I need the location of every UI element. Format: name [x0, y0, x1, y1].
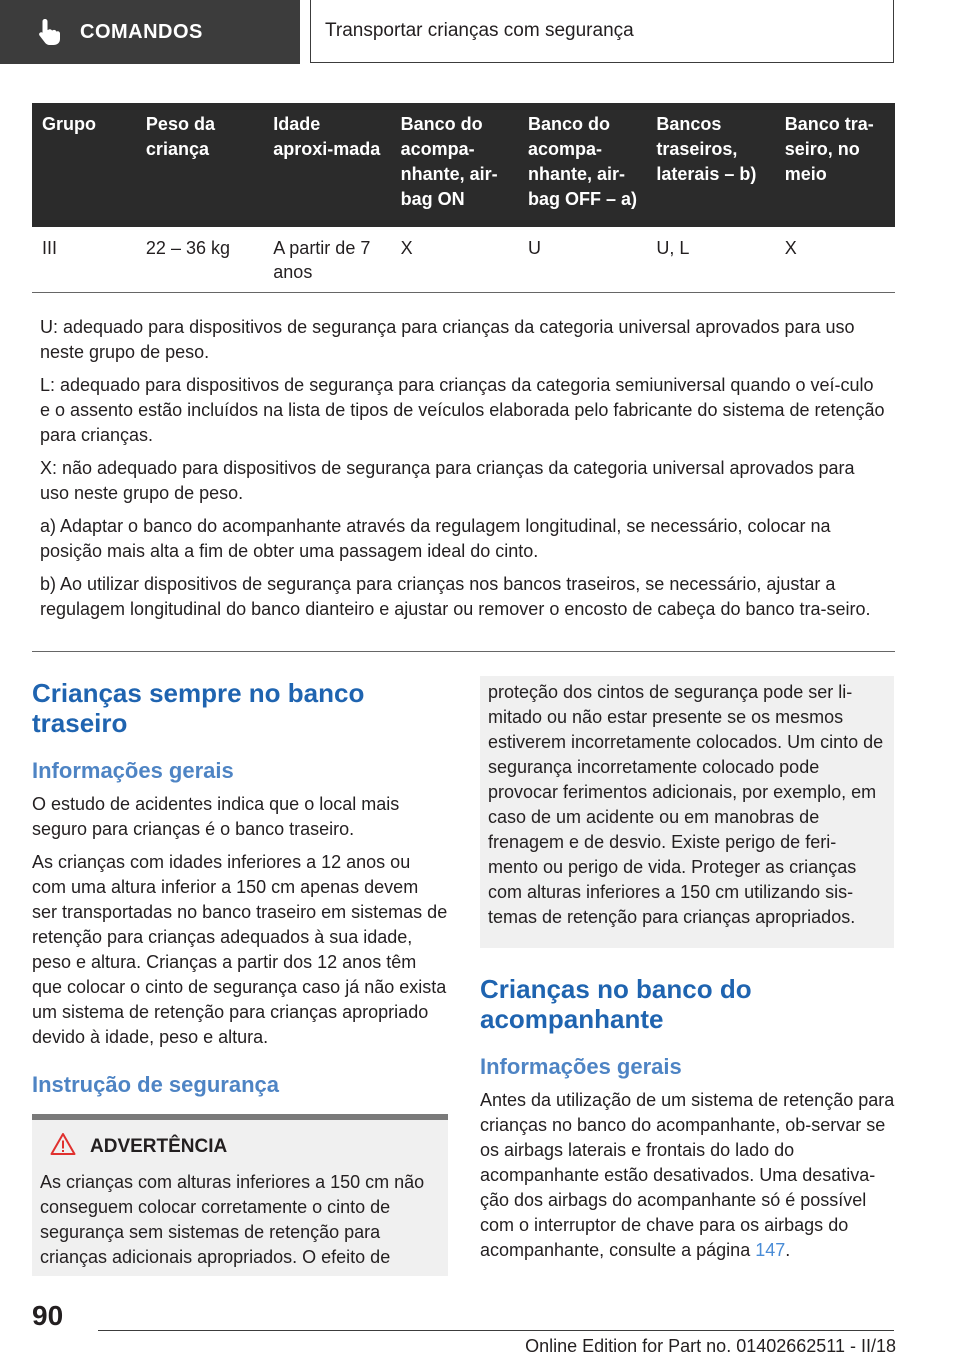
note-b: b) Ao utilizar dispositivos de segurança para crianças nos bancos traseiros, se necessário, ajustar a regulagem longitudinal do banco dianteiro e ajustar ou remover o encosto de cabeça do banco tra-seiro.: [40, 574, 871, 619]
child-seat-table: [32, 103, 895, 293]
note-a: a) Adaptar o banco do acompanhante através da regulagem longitudinal, se necessário, colocar na posição mais alta a fim de obter uma passagem ideal do cinto.: [40, 516, 831, 561]
note-x: X: não adequado para dispositivos de segurança para crianças da categoria universal aprovados para uso neste grupo de peso.: [40, 458, 855, 503]
paragraph-end: .: [785, 1240, 791, 1260]
paragraph: [480, 1088, 896, 1263]
body-text: [32, 792, 448, 1050]
section-tab: [0, 0, 300, 64]
table-cell: U, L: [646, 227, 774, 293]
table-cell: A partir de 7 anos: [263, 227, 390, 293]
section-heading: Crianças no banco do acompanhante: [480, 974, 752, 1034]
hand-pointer-icon: [32, 14, 68, 50]
table-cell: 22 – 36 kg: [136, 227, 263, 293]
warning-text: As crianças com alturas inferiores a 150 cm não conseguem colocar corretamente o cinto de segurança sem sistemas de retenção para crianças adicionais apropriados. O efeito de: [40, 1172, 425, 1267]
note-l: L: adequado para dispositivos de segurança para crianças da categoria semiuniversal quando o veí-culo e o assento estão incluídos na lista de tipos de veículos elaborada pelo fabricante do sistema de retenção para crianças.: [40, 375, 885, 445]
footer-divider: [98, 1330, 894, 1331]
section-heading: Crianças sempre no banco traseiro: [32, 678, 365, 738]
table-row: [32, 227, 895, 293]
warning-continued: proteção dos cintos de segurança pode ser li-mitado ou não estar presente se os mesmos estiverem incorretamente colocados. Um cinto de segurança incorretamente colocado pode provocar ferimentos adicionais, por exemplo, em caso de um acidente ou em manobras de frenagem e de desvio. Existe perigo de feri-mento ou perigo de vida. Proteger as crianças com alturas inferiores a 150 cm utilizando sis-temas de retenção para crianças apropriados.: [480, 676, 894, 948]
page-link[interactable]: 147: [755, 1240, 786, 1260]
warning-title: ADVERTÊNCIA: [90, 1136, 228, 1157]
chapter-title: Transportar crianças com segurança: [310, 0, 894, 63]
body-text: [480, 1088, 896, 1263]
table-header-cell: Banco do acompa-nhante, air-bag ON: [391, 103, 518, 227]
left-column: [32, 670, 448, 1276]
table-cell: III: [32, 227, 136, 293]
subheading-general-info: Informações gerais: [32, 758, 234, 783]
subheading-general-info: Informações gerais: [480, 1054, 682, 1079]
table-header-cell: Grupo: [32, 103, 136, 227]
paragraph: O estudo de acidentes indica que o local mais seguro para crianças é o banco traseiro.: [32, 794, 400, 839]
warning-triangle-icon: [50, 1132, 76, 1162]
table-header-cell: Idade aproxi-mada: [263, 103, 390, 227]
paragraph: As crianças com idades inferiores a 12 anos ou com uma altura inferior a 150 cm apenas devem ser transportadas no banco traseiro em sistemas de retenção para crianças adequados à sua idade, peso e altura. Crianças a partir dos 12 anos têm que colocar o cinto de segurança caso já não exista um sistema de retenção para crianças apropriado devido à idade, peso e altura.: [32, 852, 448, 1047]
table-header-cell: Banco tra-seiro, no meio: [775, 103, 895, 227]
table-header-cell: Peso da criança: [136, 103, 263, 227]
table-notes: [32, 307, 895, 652]
edition-text: Online Edition for Part no. 01402662511 - II/18: [525, 1336, 896, 1356]
section-label: COMANDOS: [80, 20, 203, 43]
subheading-safety: Instrução de segurança: [32, 1072, 279, 1097]
table-cell: U: [518, 227, 646, 293]
note-u: U: adequado para dispositivos de segurança para crianças da categoria universal aprovados para uso neste grupo de peso.: [40, 317, 855, 362]
table-header-cell: Bancos traseiros, laterais – b): [646, 103, 774, 227]
page-header: [0, 0, 960, 66]
table-header-row: [32, 103, 895, 227]
table-header-cell: Banco do acompa-nhante, air-bag OFF – a): [518, 103, 646, 227]
warning-box: [32, 1114, 448, 1276]
paragraph-text: Antes da utilização de um sistema de retenção para crianças no banco do acompanhante, ob-servar se os airbags laterais e frontais do lado do acompanhante estão desativados. Uma desativa-ção dos airbags do acompanhante só é possível com o interruptor de chave para os airbags do acompanhante, consulte a página: [480, 1090, 895, 1260]
table-cell: X: [775, 227, 895, 293]
warning-header: [50, 1132, 440, 1162]
right-column: [480, 676, 896, 1271]
page-number: 90: [32, 1300, 64, 1331]
table-cell: X: [391, 227, 518, 293]
